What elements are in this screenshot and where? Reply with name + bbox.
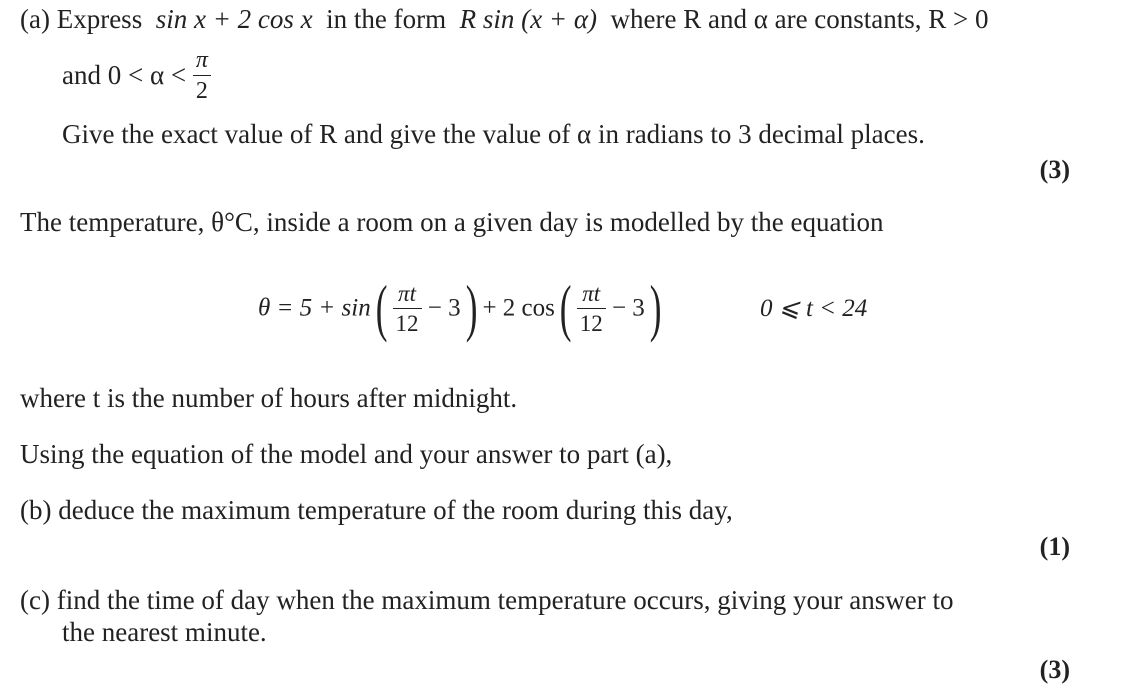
fraction-numerator: πt [577,282,606,309]
equation-fraction-2 [577,282,606,335]
paren-open-1: ( [375,272,388,343]
part-a-fraction [193,48,211,103]
part-a-label: (a) [20,4,50,34]
equation-plus: + 2 cos [482,294,555,322]
equation-domain: 0 ⩽ t < 24 [760,295,868,322]
part-a-where: where R and α are constants, R > 0 [610,4,989,34]
using-text: Using the equation of the model and your answer to part (a), [20,439,673,469]
fraction-denominator: 12 [579,310,603,336]
part-a-instruction: Give the exact value of R and give the value of α in radians to 3 decimal places. [62,119,925,149]
equation [258,272,662,343]
equation-minus-2: − 3 [611,294,645,322]
paren-open-2: ( [559,272,572,343]
fraction-denominator: 2 [195,78,208,104]
part-c-line2: the nearest minute. [62,617,267,647]
part-a-line [20,6,989,33]
equation-minus-1: − 3 [427,294,461,322]
part-c-marks: (3) [1039,655,1070,684]
equation-fraction-1 [393,282,422,335]
part-b-marks: (1) [1039,532,1070,561]
part-a-expression: sin x + 2 cos x [155,4,313,34]
intro-text: The temperature, θ°C, inside a room on a given day is modelled by the equation [20,207,884,237]
part-a-lead: Express [56,4,143,34]
paren-close-1: ) [465,272,478,343]
paren-close-2: ) [649,272,662,343]
part-a-middle: in the form [326,4,447,34]
part-a-and-text: and 0 < α < [62,60,187,90]
fraction-numerator: π [193,48,211,76]
equation-lhs: θ = 5 + sin [258,294,371,322]
part-a-condition [62,48,211,103]
fraction-denominator: 12 [395,310,419,336]
where-t-text: where t is the number of hours after midnight. [20,383,518,413]
part-a-marks: (3) [1039,155,1070,184]
part-a-form: R sin (x + α) [459,4,597,34]
part-b-text: (b) deduce the maximum temperature of the room during this day, [20,495,733,525]
part-c-line1: (c) find the time of day when the maximum temperature occurs, giving your answer to [20,585,954,615]
fraction-numerator: πt [393,282,422,309]
